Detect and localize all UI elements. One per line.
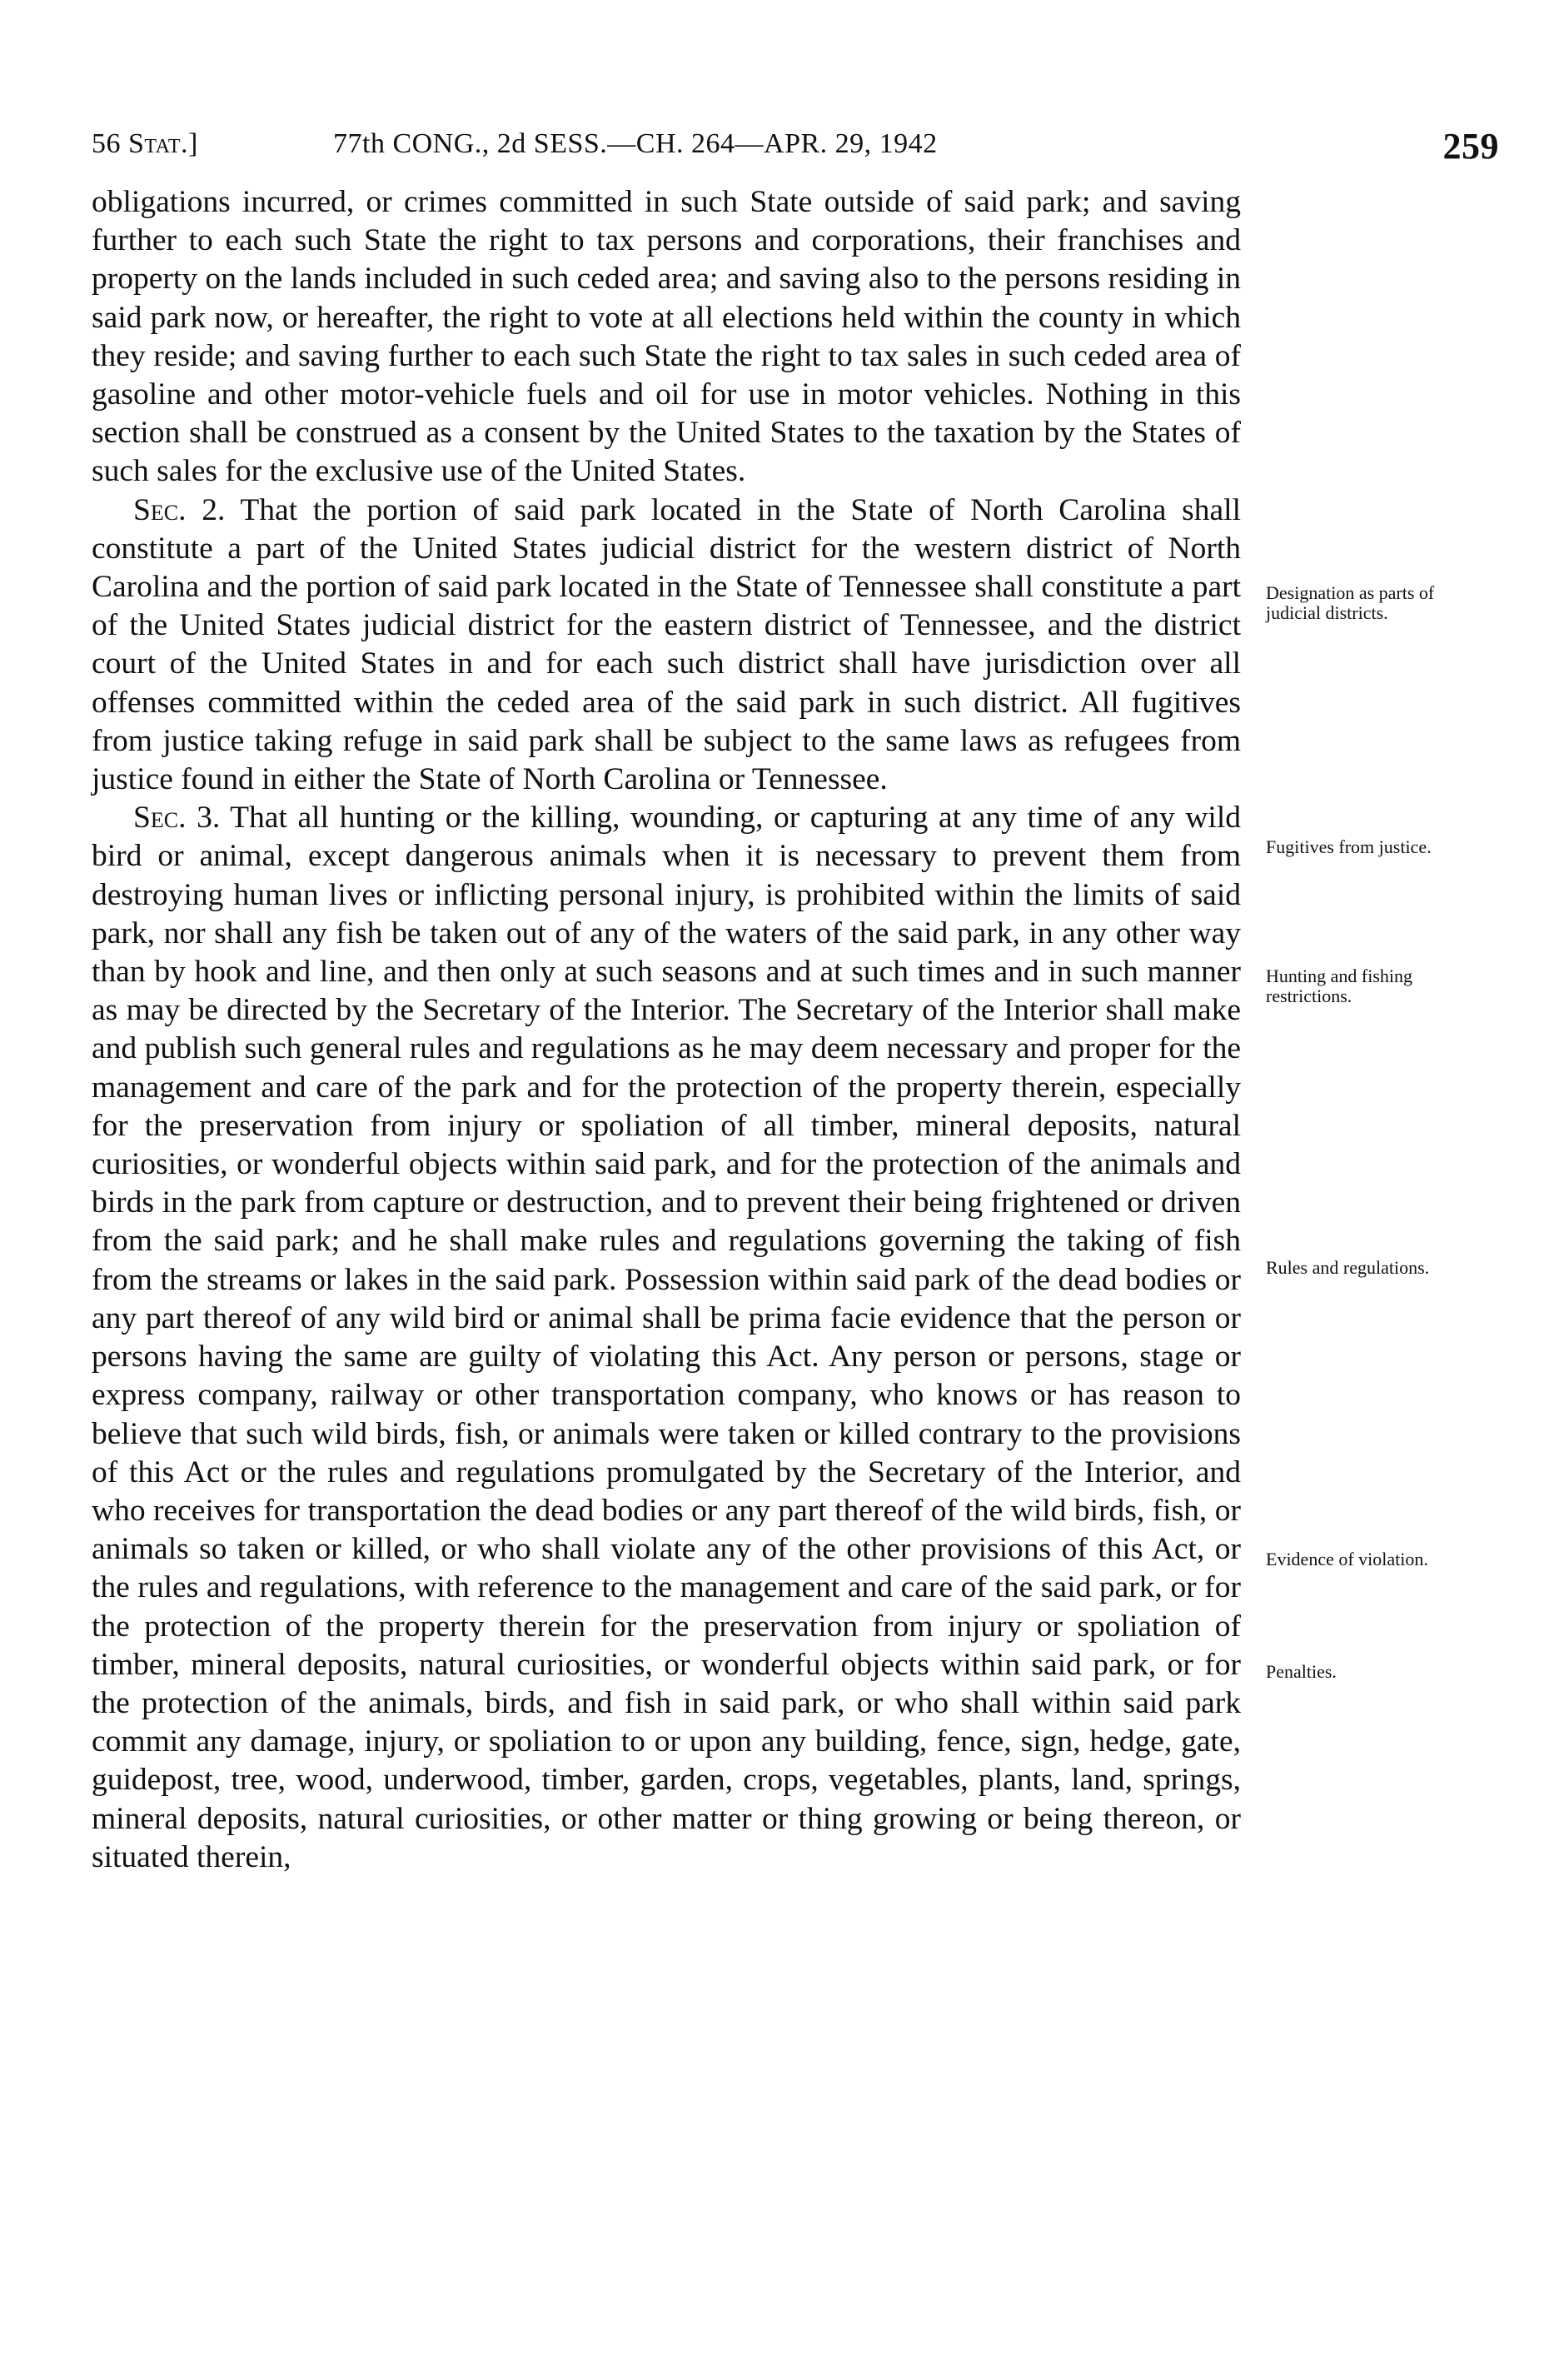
margin-note-evidence: Evidence of violation.: [1266, 1549, 1428, 1569]
page-number: 259: [1442, 126, 1499, 167]
section-2-paragraph: [92, 491, 1241, 800]
margin-note-rules-regulations: Rules and regulations.: [1266, 1257, 1430, 1278]
margin-note-hunting-fishing: Hunting and fishing restrictions.: [1266, 965, 1412, 1006]
section-label: Sec. 2.: [133, 492, 226, 527]
paragraph-continuation: [92, 183, 1241, 491]
section-label: Sec. 3.: [133, 801, 221, 836]
paragraph-text: obligations incurred, or crimes committed in such State outside of said park; and saving further to each such State the right to tax persons and corporations, their franchises and property on the lands included in such ceded area; and saving also to the persons residing in said park now, or hereafter, the right to vote at all elections held within the county in which they reside; and saving further to each such State the right to tax sales in such ceded area of gasoline and other motor-vehicle fuels and oil for use in motor vehicles. Nothing in this section shall be construed as a consent by the United States to the taxation by the States of such sales for the exclusive use of the United States.: [92, 185, 1241, 489]
volume-reference: 56 Stat.]: [92, 128, 198, 159]
margin-note-penalties: Penalties.: [1266, 1661, 1337, 1682]
statute-body: [92, 183, 1241, 1877]
margin-note-fugitives: Fugitives from justice.: [1266, 836, 1432, 857]
paragraph-text: That all hunting or the killing, wounding, or capturing at any time of any wild bird or animal, except dangerous animals when it is necessary to prevent them from destroying human lives or inflicting personal injury, is prohibited within the limits of said park, nor shall any fish be taken out of any of the waters of the said park, in any other way than by hook and line, and then only at such seasons and at such times and in such manner as may be directed by the Secretary of the Interior. The Secretary of the Interior shall make and publish such general rules and regulations as he may deem necessary and proper for the management and care of the park and for the protection of the property therein, especially for the preservation from injury or spoliation of all timber, mineral deposits, natural curiosities, or wonderful objects within said park, and for the protection of the animals and birds in the park from capture or destruction, and to prevent their being frightened or driven from the said park; and he shall make rules and regulations governing the taking of fish from the streams or lakes in the said park. Possession within said park of the dead bodies or any part thereof of any wild bird or animal shall be prima facie evidence that the person or persons having the same are guilty of violating this Act. Any person or persons, stage or express company, railway or other transportation company, who knows or has reason to believe that such wild birds, fish, or animals were taken or killed contrary to the provisions of this Act or the rules and regulations promulgated by the Secretary of the Interior, and who receives for transportation the dead bodies or any part thereof of the wild birds, fish, or animals so taken or killed, or who shall violate any of the other provisions of this Act, or the rules and regulations, with reference to the management and care of the said park, or for the protection of the property therein for the preservation from injury or spoliation of timber, mineral deposits, natural curiosities, or wonderful objects within said park, or for the protection of the animals, birds, and fish in said park, or who shall within said park commit any damage, injury, or spoliation to or upon any building, fence, sign, hedge, gate, guidepost, tree, wood, underwood, timber, garden, crops, vegetables, plants, land, springs, mineral deposits, natural curiosities, or other matter or thing growing or being thereon, or situated therein,: [92, 801, 1241, 1874]
running-head: [92, 125, 1507, 175]
paragraph-text: That the portion of said park located in the State of North Carolina shall constitute a part of the United States judicial district for the western district of North Carolina and the portion of said park located in the State of Tennessee shall constitute a part of the United States judicial district for the eastern district of Tennessee, and the district court of the United States in and for each such district shall have jurisdiction over all offenses committed within the ceded area of the said park in such district. All fugitives from justice taking refuge in said park shall be subject to the same laws as refugees from justice found in either the State of North Carolina or Tennessee.: [92, 492, 1241, 797]
section-3-paragraph: [92, 799, 1241, 1877]
margin-note-judicial-districts: Designation as parts of judicial districts.: [1266, 582, 1435, 623]
session-chapter-date: 77th CONG., 2d SESS.—CH. 264—APR. 29, 1942: [333, 128, 938, 159]
